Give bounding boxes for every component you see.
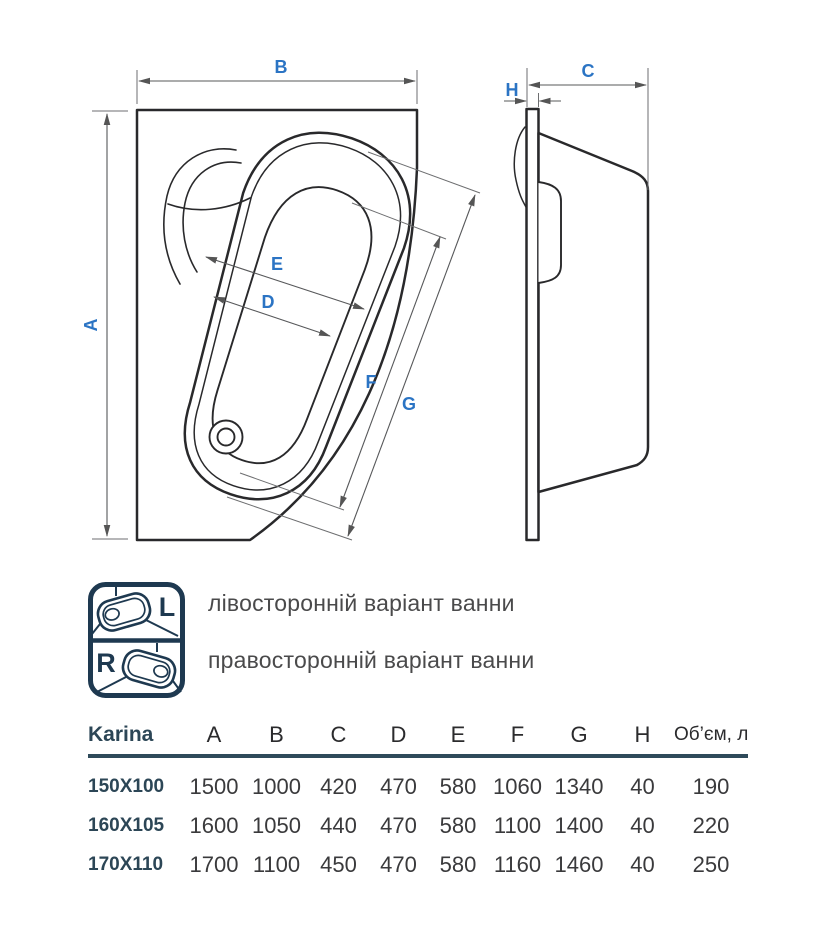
cell: 470 (380, 852, 417, 877)
cell: 1400 (554, 813, 604, 838)
col-B: B (269, 722, 284, 747)
cell: 190 (692, 774, 730, 799)
cell: 1100 (493, 813, 542, 838)
col-G: G (570, 722, 588, 747)
dimension-label-F: F (365, 372, 377, 392)
drain-icon (210, 421, 243, 454)
dimension-A (81, 111, 128, 539)
spec-table (88, 716, 748, 885)
cell: 1460 (554, 852, 604, 877)
cell: 1060 (493, 774, 542, 799)
right-variant-caption: правосторонній варіант ванни (208, 647, 535, 673)
cell: 1100 (252, 852, 301, 877)
cell: 470 (380, 774, 417, 799)
cell: 1600 (189, 813, 239, 838)
cell: 1700 (189, 852, 239, 877)
spec-table-header (88, 716, 748, 754)
col-E: E (450, 722, 466, 747)
side-view-drawing (504, 61, 648, 540)
cell: 40 (630, 774, 655, 799)
col-A: A (206, 722, 222, 747)
dimension-label-G: G (401, 394, 417, 414)
side-panel (527, 109, 539, 540)
cell: 1000 (252, 774, 301, 799)
cell: 440 (320, 813, 357, 838)
cell: 450 (320, 852, 357, 877)
top-view-drawing (81, 57, 480, 540)
model-name: Karina (88, 723, 154, 746)
dimension-H (504, 80, 561, 107)
cell: 1340 (554, 774, 604, 799)
row-size: 150X100 (88, 776, 165, 797)
dimension-label-H: H (505, 80, 519, 100)
col-C: C (330, 722, 347, 747)
cell: 40 (630, 852, 655, 877)
cell: 1050 (252, 813, 301, 838)
cell: 250 (692, 852, 730, 877)
dimension-B (137, 57, 417, 104)
dimension-label-B: B (274, 57, 288, 77)
dimension-label-A: A (81, 318, 101, 332)
col-F: F (510, 722, 525, 747)
right-letter: R (96, 648, 116, 678)
row-size: 170X110 (88, 854, 164, 875)
cell: 420 (320, 774, 357, 799)
left-letter: L (158, 592, 176, 622)
cell: 1160 (493, 852, 542, 877)
left-right-variant-icon (88, 582, 185, 698)
col-volume: Об’єм, л (674, 724, 749, 745)
cell: 580 (439, 852, 477, 877)
dimension-label-C: C (581, 61, 595, 81)
cell: 580 (439, 813, 477, 838)
dimension-label-D: D (261, 292, 275, 312)
cell: 1500 (189, 774, 239, 799)
cell: 220 (692, 813, 730, 838)
cell: 40 (630, 813, 655, 838)
row-size: 160X105 (88, 815, 165, 836)
table-row (88, 768, 748, 807)
left-variant-caption: лівосторонній варіант ванни (208, 590, 515, 616)
cell: 470 (380, 813, 417, 838)
cell: 580 (439, 774, 477, 799)
col-H: H (634, 722, 651, 747)
table-row (88, 846, 748, 885)
dimension-label-E: E (270, 254, 284, 274)
header-rule (88, 754, 748, 758)
table-row (88, 807, 748, 846)
col-D: D (390, 722, 407, 747)
